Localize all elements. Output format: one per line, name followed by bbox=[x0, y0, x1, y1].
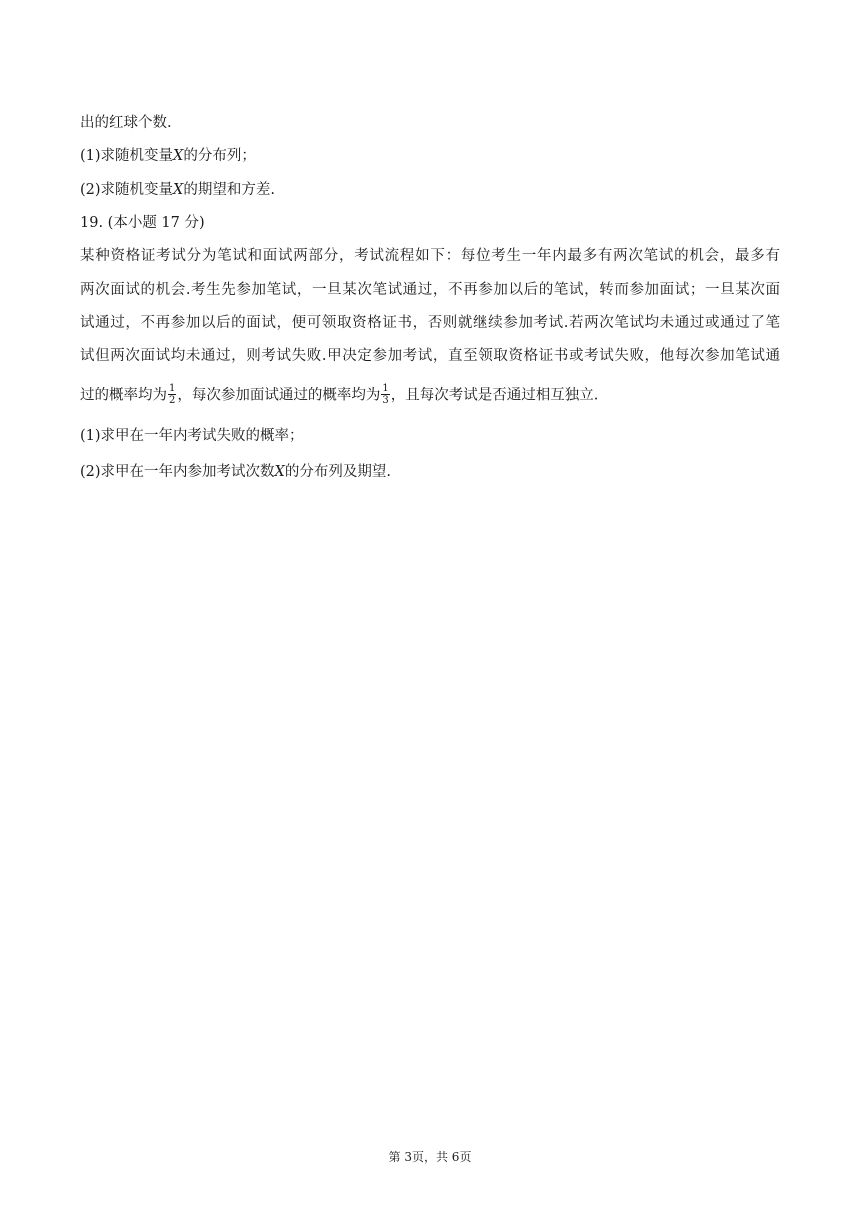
q18-part2-text-a: (2)求随机变量 bbox=[80, 182, 174, 198]
fraction-one-half bbox=[168, 383, 176, 406]
q18-part1-text-b: 的分布列； bbox=[183, 148, 256, 164]
q19-part2-variable: X bbox=[274, 464, 285, 480]
q19-paragraph-line2: 两次面试的机会.考生先参加笔试，一旦某次笔试通过，不再参加以后的笔试，转而参加面试；一旦某次面 bbox=[80, 282, 780, 298]
page-number-label: 第 3页，共 6页 bbox=[388, 1150, 472, 1164]
q19-header bbox=[80, 213, 205, 233]
q19-line5-text-c: ，且每次考试是否通过相互独立. bbox=[390, 387, 599, 404]
q19-line5-text-b: ，每次参加面试通过的概率均为 bbox=[177, 387, 381, 404]
q19-header-text: 19. (本小题 17 分) bbox=[80, 215, 205, 231]
q18-tail-text: 出的红球个数. bbox=[80, 115, 172, 131]
q19-line5-text-a: 过的概率均为 bbox=[80, 387, 167, 404]
q18-part2 bbox=[80, 180, 275, 200]
fraction-one-half-denominator: 2 bbox=[169, 395, 176, 406]
q19-part2-text-a: (2)求甲在一年内参加考试次数 bbox=[80, 464, 275, 480]
q19-paragraph-line4: 试但两次面试均未通过，则考试失败.甲决定参加考试，直至领取资格证书或考试失败，他每次参加笔试通 bbox=[80, 348, 780, 364]
q19-part2-text-b: 的分布列及期望. bbox=[284, 464, 391, 480]
fraction-one-third-numerator: 1 bbox=[382, 383, 389, 394]
q19-paragraph-line1: 某种资格证考试分为笔试和面试两部分，考试流程如下：每位考生一年内最多有两次笔试的机会，最多有 bbox=[80, 248, 780, 264]
fraction-one-third bbox=[381, 383, 389, 406]
q19-paragraph-line5 bbox=[80, 384, 598, 407]
q18-part1-text-a: (1)求随机变量 bbox=[80, 148, 174, 164]
fraction-one-half-numerator: 1 bbox=[169, 383, 176, 394]
q18-part1-variable: X bbox=[173, 148, 184, 164]
page-footer bbox=[0, 1148, 860, 1165]
q18-part2-text-b: 的期望和方差. bbox=[183, 182, 275, 198]
q19-part1 bbox=[80, 426, 304, 446]
q18-tail bbox=[80, 113, 172, 133]
q19-part1-text: (1)求甲在一年内考试失败的概率； bbox=[80, 428, 304, 444]
fraction-one-third-denominator: 3 bbox=[382, 395, 389, 406]
q18-part2-variable: X bbox=[173, 182, 184, 198]
q19-part2 bbox=[80, 462, 391, 482]
q18-part1 bbox=[80, 146, 256, 166]
q19-paragraph-line3: 试通过，不再参加以后的面试，便可领取资格证书，否则就继续参加考试.若两次笔试均未通过或通过了笔 bbox=[80, 315, 780, 331]
